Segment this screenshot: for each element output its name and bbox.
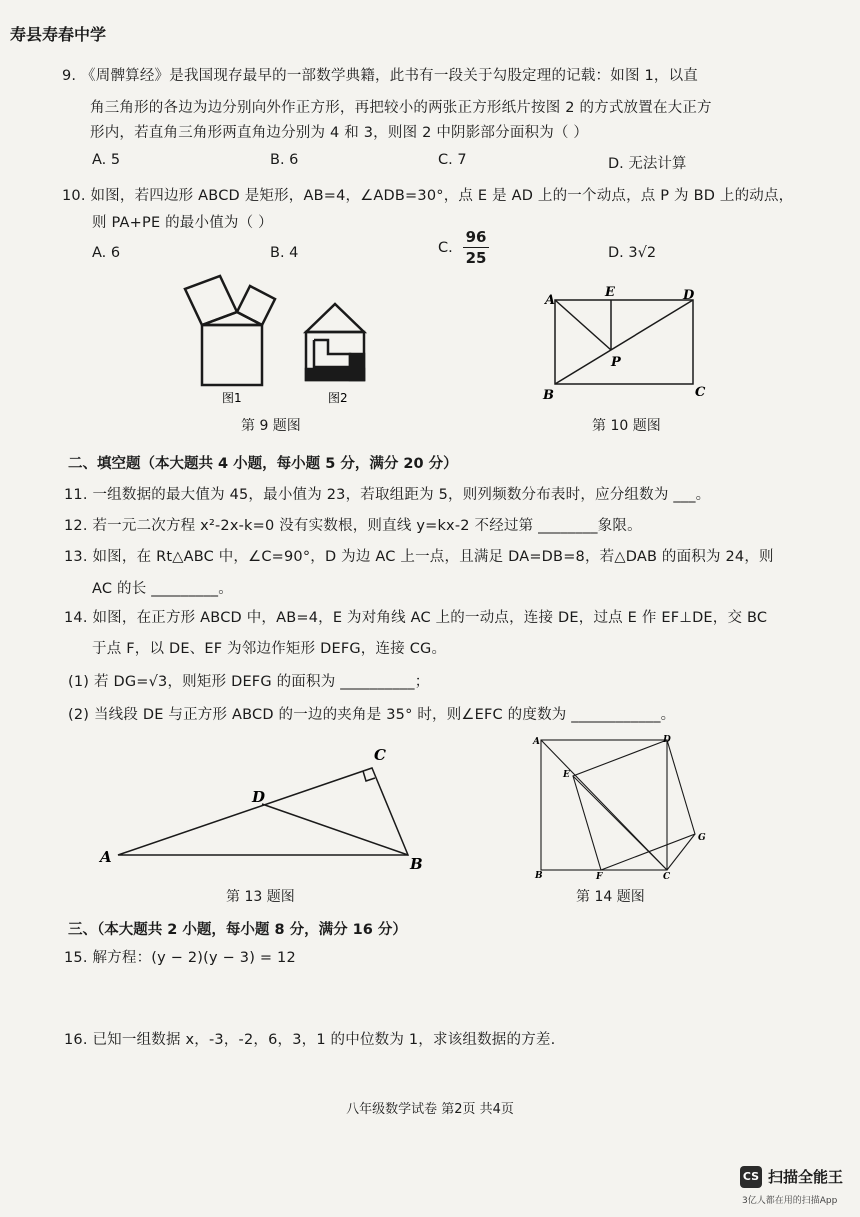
camscanner-name: 扫描全能王 [768,1168,844,1186]
fig9-label1: 图1 [222,391,242,405]
q9-option-a: A. 5 [92,152,121,168]
segment-pa [555,300,611,350]
figure-14 [525,730,725,880]
fig10-label-p: P [611,355,621,370]
q9-option-c: C. 7 [438,152,467,168]
fig14-caption: 第 14 题图 [576,889,645,905]
q9-line2: 角三角形的各边为边分别向外作正方形，再把较小的两张正方形纸片按图 2 的方式放置在大正方 [90,100,712,116]
fig14-label-c: C [663,872,671,880]
q10-option-d: D. 3√2 [608,245,657,261]
q9-line3: 形内，若直角三角形两直角边分别为 4 和 3，则图 2 中阴影部分面积为（ ） [90,125,589,141]
segment-db [262,804,408,855]
fig2-triangle [306,304,364,332]
section-2-title: 二、填空题（本大题共 4 小题，每小题 5 分，满分 20 分） [68,456,458,472]
fig9-caption: 第 9 题图 [241,418,301,434]
fig9-label2: 图2 [328,391,348,405]
fig10-label-d: D [683,288,695,303]
fig10-label-a: A [545,293,556,308]
large-square [202,325,262,385]
q11-text: 11. 一组数据的最大值为 45，最小值为 23，若取组距为 5，则列频数分布表时，应分组数为 ___。 [64,487,711,503]
fig2-inner-square [314,340,350,367]
q9-option-b: B. 6 [270,152,299,168]
section-3-title: 三、（本大题共 2 小题，每小题 8 分，满分 16 分） [68,922,407,938]
q9-line1: 9. 《周髀算经》是我国现存最早的一部数学典籍，此书有一段关于勾股定理的记载：如图 1，以直 [62,68,698,84]
rectangle-defg [573,740,695,870]
q10-option-c-fraction [463,227,489,268]
fig13-caption: 第 13 题图 [226,889,295,905]
q9-option-d: D. 无法计算 [608,156,687,172]
fraction-numerator: 96 [465,228,487,246]
q13-line2: AC 的长 _________。 [92,581,233,597]
fig2-shaded-corner [350,354,364,380]
fig9-figure1 [185,276,275,385]
fig10-label-b: B [543,388,554,403]
fig14-label-f: F [596,872,603,880]
q12-text: 12. 若一元二次方程 x²-2x-k=0 没有实数根，则直线 y=kx-2 不经过第 ________象限。 [64,518,642,534]
q10-option-b: B. 4 [270,245,299,261]
q15-text: 15. 解方程：(y − 2)(y − 3) = 12 [64,950,296,966]
fig10-label-c: C [695,385,706,400]
fig14-label-e: E [563,770,570,780]
fig10-label-e: E [605,285,615,300]
diagonal-bd [555,300,693,384]
camscanner-tagline: 3亿人都在用的扫描App [742,1196,838,1206]
fig14-label-d: D [663,735,671,745]
q14-sub2: (2) 当线段 DE 与正方形 ABCD 的一边的夹角是 35° 时，则∠EFC 的度数为 ____________。 [68,707,676,723]
q10-line2: 则 PA+PE 的最小值为（ ） [92,215,273,231]
fig9-figure2 [306,304,364,380]
fig10-caption: 第 10 题图 [592,418,661,434]
fraction-denominator: 25 [463,247,489,268]
figure-13 [90,740,440,880]
q14-sub1: (1) 若 DG=√3，则矩形 DEFG 的面积为 __________； [68,674,430,690]
camscanner-logo: CS [740,1166,762,1188]
fig14-label-a: A [533,737,540,747]
page-footer: 八年级数学试卷 第2页 共4页 [346,1102,514,1117]
fig13-label-d: D [252,788,266,806]
fig14-label-g: G [698,833,706,843]
q14-line2: 于点 F，以 DE、EF 为邻边作矩形 DEFG，连接 CG。 [92,641,447,657]
q14-line1: 14. 如图，在正方形 ABCD 中，AB=4，E 为对角线 AC 上的一动点，连接 DE，过点 E 作 EF⊥DE，交 BC [64,610,768,626]
figure-10 [535,280,715,410]
q16-text: 16. 已知一组数据 x，-3，-2，6，3，1 的中位数为 1，求该组数据的方差. [64,1032,556,1048]
school-name: 寿县寿春中学 [10,25,107,44]
fig13-label-b: B [410,855,423,873]
fig13-label-c: C [374,746,386,764]
square-on-leg-a [185,276,237,325]
q10-line1: 10. 如图，若四边形 ABCD 是矩形，AB=4，∠ADB=30°，点 E 是 AD 上的一个动点，点 P 为 BD 上的动点， [62,188,794,204]
square-on-leg-b [237,286,275,325]
q13-line1: 13. 如图，在 Rt△ABC 中，∠C=90°，D 为边 AC 上一点，且满足 DA=DB=8，若△DAB 的面积为 24，则 [64,549,774,565]
fig13-label-a: A [100,848,112,866]
q10-option-c-label: C. [438,240,453,256]
q10-option-a: A. 6 [92,245,121,261]
triangle-abc [118,768,408,855]
fig14-label-b: B [535,871,543,880]
figure-9 [160,262,380,407]
